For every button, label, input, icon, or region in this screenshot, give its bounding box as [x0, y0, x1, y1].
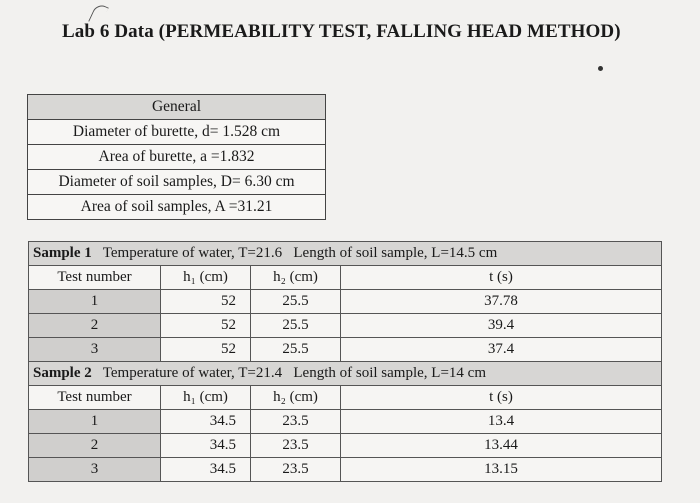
sample-header: [29, 362, 662, 386]
sample-temperature: Temperature of water, T=21.4: [102, 365, 283, 381]
sample-temperature: Temperature of water, T=21.6: [102, 245, 283, 261]
col-h1: h₁ (cm): [161, 386, 251, 410]
table-row: [29, 314, 662, 338]
cell-h1: 52: [161, 314, 251, 338]
sample-length: Length of soil sample, L=14 cm: [293, 365, 486, 381]
col-h2: h₂ (cm): [251, 386, 341, 410]
cell-h2: 25.5: [251, 290, 341, 314]
cell-test: 3: [29, 458, 161, 482]
general-heading: General: [28, 95, 326, 120]
cell-t: 39.4: [341, 314, 662, 338]
column-header-row: [29, 386, 662, 410]
cell-test: 1: [29, 290, 161, 314]
cell-h1: 52: [161, 290, 251, 314]
general-row-soil-diameter: Diameter of soil samples, D= 6.30 cm: [28, 170, 326, 195]
cell-h1: 34.5: [161, 410, 251, 434]
general-row-burette-diameter: Diameter of burette, d= 1.528 cm: [28, 120, 326, 145]
sample-label: Sample 1: [33, 245, 92, 261]
table-row: [29, 458, 662, 482]
table-row: [29, 338, 662, 362]
cell-test: 2: [29, 314, 161, 338]
cell-h2: 23.5: [251, 410, 341, 434]
ink-dot: [598, 66, 603, 71]
cell-h2: 25.5: [251, 314, 341, 338]
cell-h2: 23.5: [251, 434, 341, 458]
cell-t: 13.4: [341, 410, 662, 434]
cell-t: 13.44: [341, 434, 662, 458]
col-test-number: Test number: [29, 386, 161, 410]
sample-length: Length of soil sample, L=14.5 cm: [293, 245, 498, 261]
table-row: [29, 410, 662, 434]
sample-2-header: [29, 362, 662, 386]
cell-t: 13.15: [341, 458, 662, 482]
col-t: t (s): [341, 266, 662, 290]
col-h1: h₁ (cm): [161, 266, 251, 290]
sample-1-header: [29, 242, 662, 266]
cell-h2: 25.5: [251, 338, 341, 362]
cell-t: 37.78: [341, 290, 662, 314]
table-row: [29, 290, 662, 314]
cell-test: 2: [29, 434, 161, 458]
samples-table: [28, 241, 662, 482]
cell-h1: 34.5: [161, 458, 251, 482]
cell-h2: 23.5: [251, 458, 341, 482]
cell-test: 3: [29, 338, 161, 362]
page-title: Lab 6 Data (PERMEABILITY TEST, FALLING HEAD METHOD): [62, 21, 621, 42]
general-table: [27, 94, 326, 220]
cell-h1: 52: [161, 338, 251, 362]
table-row: [29, 434, 662, 458]
cell-t: 37.4: [341, 338, 662, 362]
cell-test: 1: [29, 410, 161, 434]
col-test-number: Test number: [29, 266, 161, 290]
sample-header: [29, 242, 662, 266]
sample-label: Sample 2: [33, 365, 92, 381]
general-row-burette-area: Area of burette, a =1.832: [28, 145, 326, 170]
col-h2: h₂ (cm): [251, 266, 341, 290]
cell-h1: 34.5: [161, 434, 251, 458]
general-row-soil-area: Area of soil samples, A =31.21: [28, 195, 326, 220]
column-header-row: [29, 266, 662, 290]
col-t: t (s): [341, 386, 662, 410]
